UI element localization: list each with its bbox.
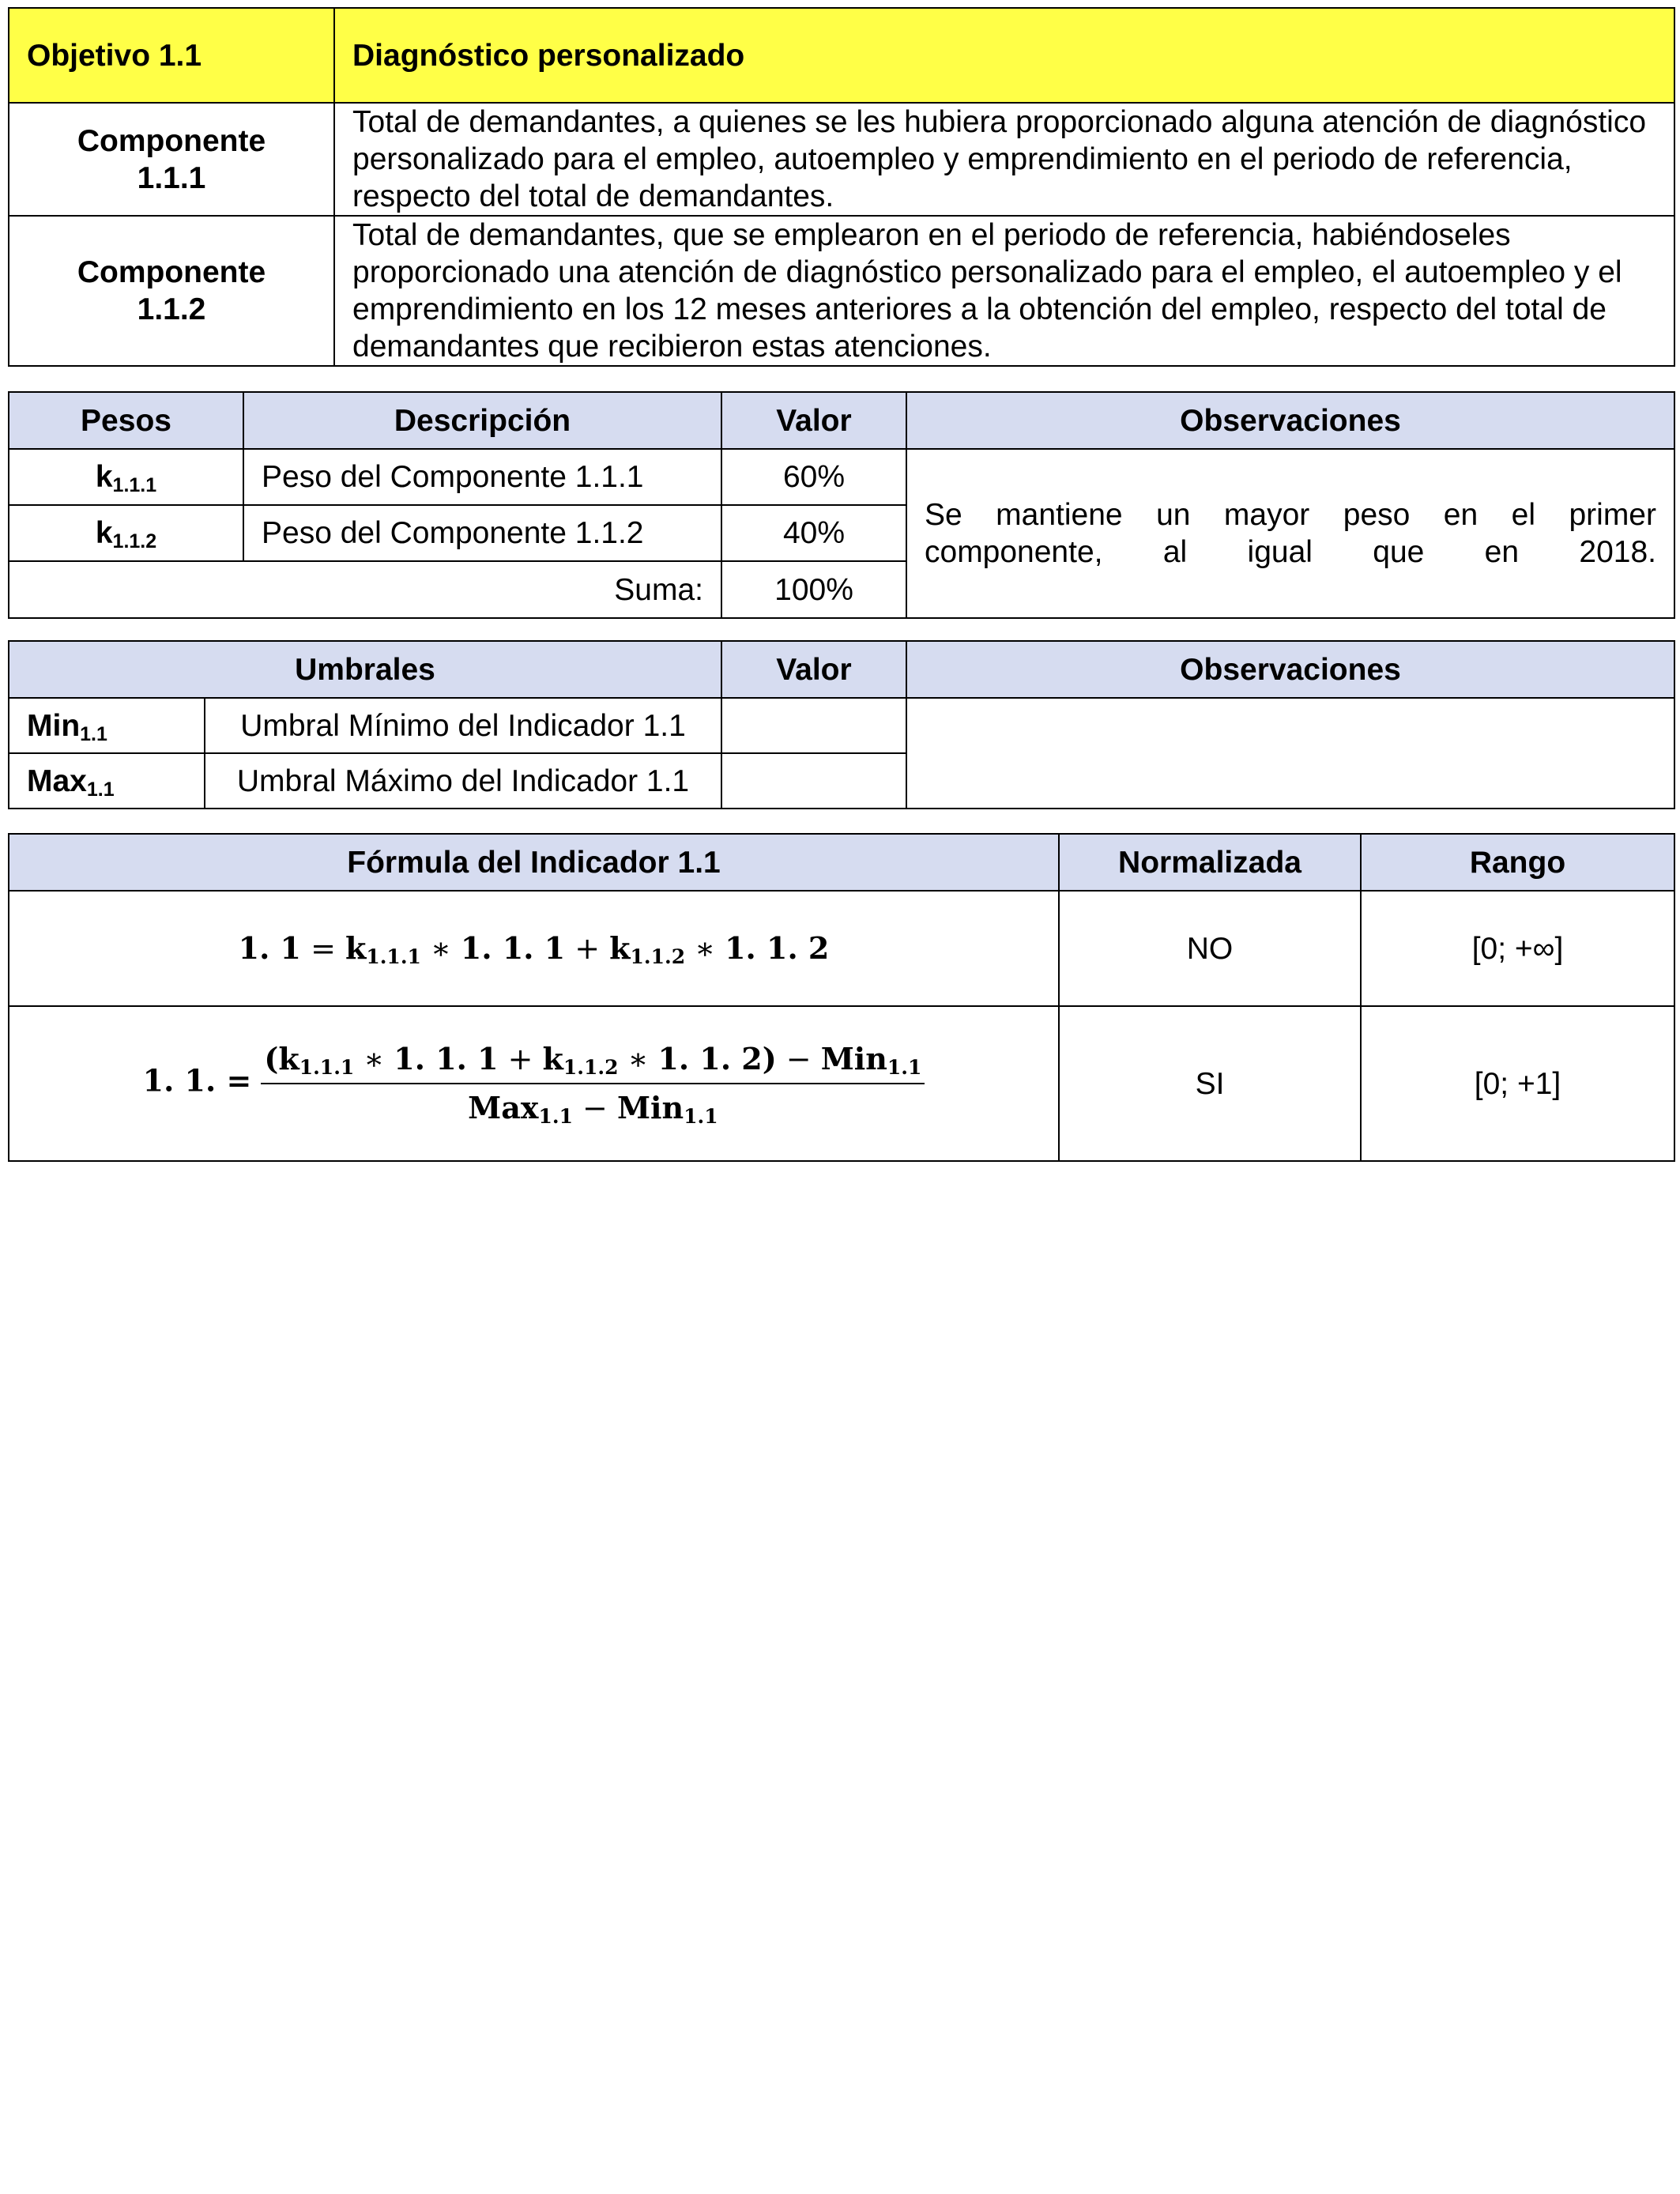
componente-label-line2: 1.1.1 (137, 160, 206, 195)
peso-description: Peso del Componente 1.1.1 (243, 449, 721, 505)
componente-label-line1: Componente (77, 123, 266, 158)
formula-k: k (278, 1041, 299, 1076)
formula-table (8, 833, 1675, 1162)
objetivo-label: Objetivo 1.1 (9, 8, 334, 103)
formula-op: + (498, 1042, 543, 1076)
formula-op: ∗ (618, 1042, 658, 1076)
peso-valor: 40% (721, 505, 906, 561)
suma-valor: 100% (721, 561, 906, 618)
umbral-description: Umbral Mínimo del Indicador 1.1 (205, 698, 721, 753)
normalizada-value: NO (1059, 891, 1361, 1006)
formula-sub: 1.1.1 (299, 1056, 355, 1079)
umbrales-table (8, 640, 1675, 809)
formula-normalizada (9, 1006, 1059, 1161)
umbral-symbol (9, 698, 205, 753)
formula-op: + (565, 931, 610, 966)
componente-description: Total de demandantes, a quienes se les hubiera proporcionado alguna atención de diagnóstico personalizado para el empleo, autoempleo y emprendimiento en el periodo de referencia, respecto del total de demandantes. (334, 103, 1674, 216)
formula-sub: 1.1 (887, 1056, 922, 1079)
observaciones-header: Observaciones (906, 392, 1674, 449)
formula-k: k (609, 930, 631, 966)
formula-paren: ) (762, 1041, 777, 1076)
formula-op: ∗ (354, 1042, 394, 1076)
normalizada-header: Normalizada (1059, 834, 1361, 891)
formula-term: 1. 1. 2 (657, 1041, 763, 1076)
formula-term: 1. 1. 2 (725, 930, 830, 966)
normalizada-value: SI (1059, 1006, 1361, 1161)
rango-value: [0; +∞] (1361, 891, 1674, 1006)
pesos-table (8, 391, 1675, 619)
descripcion-header: Descripción (243, 392, 721, 449)
umbral-symbol-base: Max (27, 763, 87, 798)
formula-paren: ( (264, 1041, 279, 1076)
valor-header: Valor (721, 641, 906, 698)
umbral-symbol-sub: 1.1 (80, 722, 107, 745)
formula-op: − (776, 1042, 821, 1076)
peso-symbol (9, 505, 243, 561)
formula-numerator (261, 1040, 925, 1084)
formula-term: 1. 1. 1 (394, 1041, 499, 1076)
formula-term: 1. 1. 1 (460, 930, 566, 966)
peso-symbol-base: k (95, 460, 113, 494)
umbral-valor (721, 698, 906, 753)
umbrales-header: Umbrales (9, 641, 721, 698)
peso-description: Peso del Componente 1.1.2 (243, 505, 721, 561)
formula-k: k (542, 1041, 563, 1076)
formula-sub: 1.1.2 (563, 1056, 619, 1079)
formula-eq: = (300, 931, 345, 966)
peso-symbol-sub: 1.1.2 (112, 530, 157, 552)
formula-min: Min (616, 1090, 684, 1125)
formula-op: ∗ (420, 931, 461, 966)
pesos-header: Pesos (9, 392, 243, 449)
formula-k: k (345, 930, 367, 966)
peso-symbol-sub: 1.1.1 (112, 474, 157, 496)
umbral-valor (721, 753, 906, 809)
formula-lhs: 1. 1 (238, 930, 301, 966)
objetivo-title: Diagnóstico personalizado (334, 8, 1674, 103)
formula-sub: 1.1.1 (366, 945, 421, 968)
componente-label-line2: 1.1.2 (137, 292, 206, 326)
formula-lhs: 1. 1. = (142, 1062, 252, 1099)
pesos-observacion: Se mantiene un mayor peso en el primer componente, al igual que en 2018. (906, 449, 1674, 618)
peso-symbol-base: k (95, 516, 113, 550)
suma-label: Suma: (9, 561, 721, 618)
peso-valor: 60% (721, 449, 906, 505)
formula-op: − (572, 1091, 617, 1125)
componente-label (9, 216, 334, 366)
componente-label-line1: Componente (77, 255, 266, 289)
formula-denominator (465, 1084, 721, 1127)
formula-header: Fórmula del Indicador 1.1 (9, 834, 1059, 891)
formula-sub: 1.1 (684, 1105, 718, 1128)
valor-header: Valor (721, 392, 906, 449)
umbral-symbol (9, 753, 205, 809)
peso-symbol (9, 449, 243, 505)
formula-fraction (261, 1040, 925, 1127)
componente-description: Total de demandantes, que se emplearon en el periodo de referencia, habiéndoseles proporcionado una atención de diagnóstico personalizado para el empleo, el autoempleo y el emprendimiento en los 12 meses anteriores a la obtención del empleo, respecto del total de demandantes que recibieron estas atenciones. (334, 216, 1674, 366)
formula-sub: 1.1 (538, 1105, 573, 1128)
formula-max: Max (468, 1090, 539, 1125)
rango-value: [0; +1] (1361, 1006, 1674, 1161)
objetivo-table (8, 7, 1675, 367)
umbral-symbol-sub: 1.1 (86, 778, 115, 801)
rango-header: Rango (1361, 834, 1674, 891)
umbral-symbol-base: Min (27, 708, 81, 743)
componente-label (9, 103, 334, 216)
umbrales-observacion (906, 698, 1674, 809)
formula-no-normalizada (9, 891, 1059, 1006)
formula-sub: 1.1.2 (630, 945, 686, 968)
formula-min: Min (820, 1041, 887, 1076)
umbral-description: Umbral Máximo del Indicador 1.1 (205, 753, 721, 809)
formula-op: ∗ (685, 931, 725, 966)
observaciones-header: Observaciones (906, 641, 1674, 698)
